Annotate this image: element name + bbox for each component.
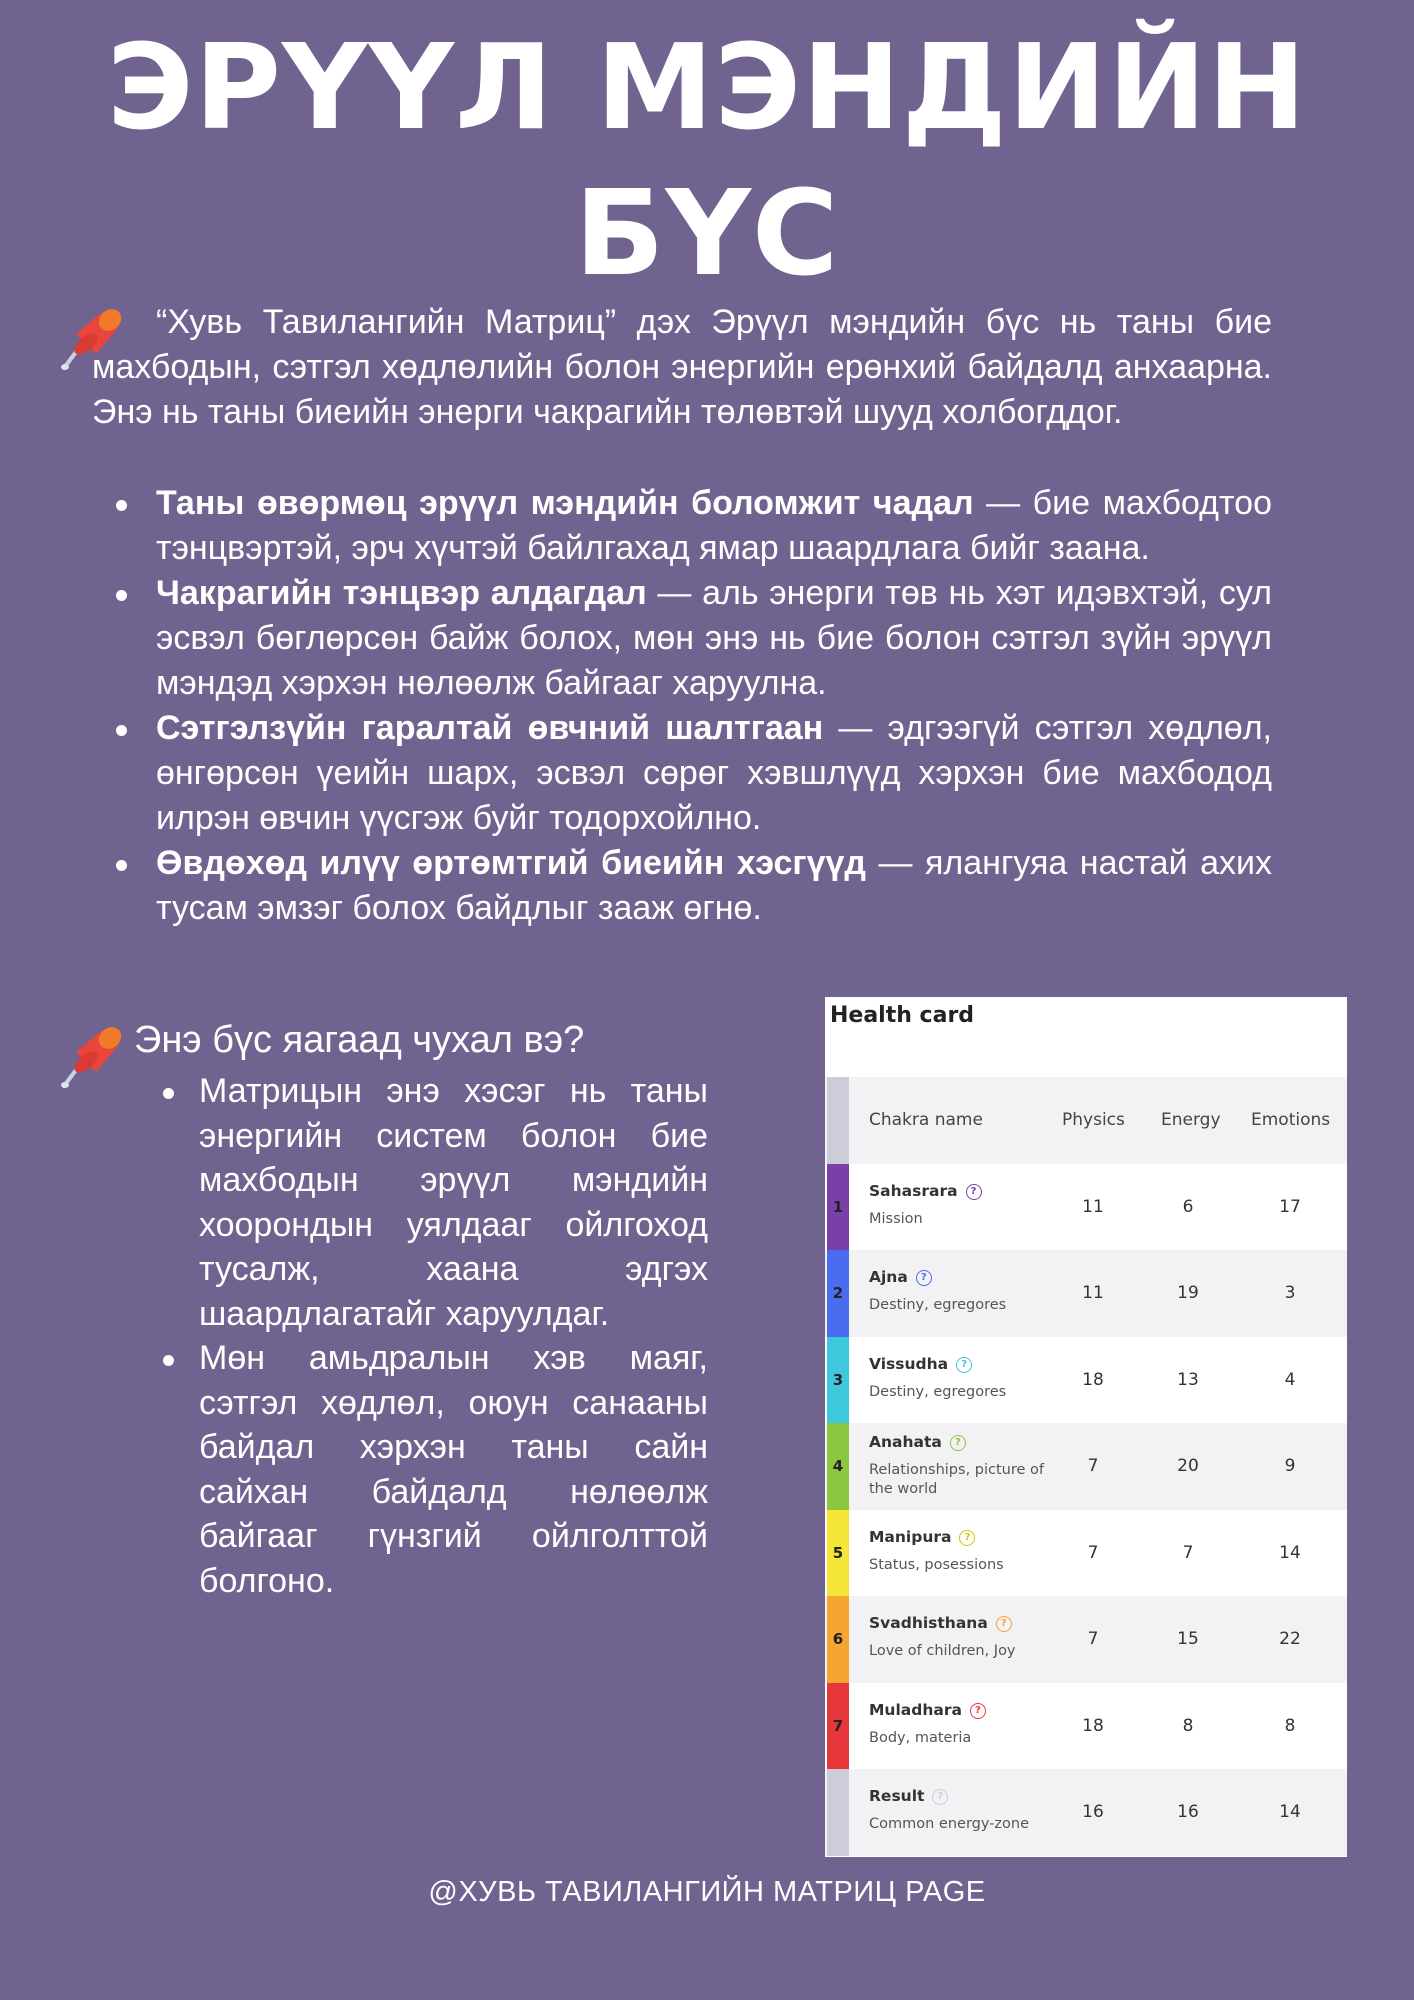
point-heading: Өвдөхөд илүү өртөмтгий биеийн хэсгүүд (156, 844, 866, 882)
emotions-value: 22 (1279, 1629, 1301, 1649)
chakra-name-text: Ajna (869, 1268, 908, 1286)
emotions-value: 9 (1284, 1456, 1296, 1476)
chakra-name (869, 1355, 972, 1373)
list-item (92, 571, 1272, 706)
chakra-color-strip (827, 1769, 849, 1856)
pushpin-icon (58, 1016, 130, 1092)
physics-value: 7 (1087, 1456, 1099, 1476)
help-icon[interactable]: ? (959, 1530, 975, 1546)
emotions-value: 4 (1284, 1369, 1296, 1390)
title-line-1: ЭРҮҮЛ МЭНДИЙН (106, 18, 1308, 156)
chakra-description: Body, materia (869, 1729, 972, 1746)
physics-value: 11 (1082, 1283, 1104, 1303)
chakra-description: Destiny, egregores (869, 1297, 1007, 1313)
chakra-name (869, 1433, 966, 1451)
chakra-description: Relationships, picture of the world (869, 1462, 1045, 1497)
table-row (825, 1250, 1347, 1337)
why-heading: Энэ бүс яагаад чухал вэ? (134, 1019, 585, 1061)
energy-value: 7 (1182, 1542, 1194, 1563)
chakra-name-text: Manipura (869, 1527, 952, 1546)
health-card-title: Health card (830, 1003, 975, 1028)
intro-paragraph: “Хувь Тавилангийн Матриц” дэх Эрүүл мэндийн бүс нь таны бие махбодын, сэтгэл хөдлөлийн болон энергийн ерөнхий байдалд анхаарна. Энэ нь таны биеийн энерги чакрагийн төлөвтэй шууд холбогддог. (92, 303, 1272, 431)
chakra-name-text: Anahata (869, 1433, 942, 1451)
chakra-number: 2 (832, 1284, 844, 1303)
page-title (0, 14, 1414, 306)
chakra-name-text: Svadhisthana (869, 1614, 988, 1632)
chakra-name (869, 1528, 975, 1546)
help-icon[interactable]: ? (966, 1184, 982, 1200)
chakra-name (869, 1614, 1012, 1632)
chakra-name-text: Result (869, 1787, 925, 1805)
table-row (825, 1683, 1347, 1770)
table-row (825, 1510, 1347, 1597)
chakra-description: Common energy-zone (869, 1816, 1030, 1832)
footer-credit: @ХУВЬ ТАВИЛАНГИЙН МАТРИЦ PAGE (428, 1876, 986, 1908)
energy-value: 6 (1182, 1196, 1194, 1217)
chakra-color-strip (827, 1596, 849, 1683)
point-text: — аль энерги төв нь хэт идэвхтэй, сул эсвэл бөглөрсөн байж болох, мөн энэ нь бие болон сэтгэл зүйн эрүүл мэндэд хэрхэн нөлөөлж байгааг харуулна. (156, 574, 1272, 702)
chakra-name-text: Sahasrara (869, 1181, 958, 1200)
health-card (825, 997, 1347, 1857)
chakra-color-strip (827, 1337, 849, 1424)
energy-value: 15 (1177, 1629, 1199, 1649)
chakra-description: Status, posessions (869, 1556, 1004, 1573)
chakra-number: 7 (832, 1716, 844, 1735)
chakra-number: 1 (832, 1197, 844, 1216)
energy-value: 13 (1177, 1369, 1199, 1390)
chakra-description: Destiny, egregores (869, 1383, 1007, 1400)
chakra-number: 4 (832, 1457, 844, 1476)
table-row (825, 1423, 1347, 1510)
health-zone-points (92, 481, 1272, 931)
color-strip (827, 1077, 849, 1164)
chakra-description: Love of children, Joy (869, 1643, 1016, 1659)
point-heading: Таны өвөрмөц эрүүл мэндийн боломжит чадал (156, 484, 974, 522)
table-row (825, 1769, 1347, 1856)
table-row (825, 1164, 1347, 1251)
list-item: Мөн амьдралын хэв маяг, сэтгэл хөдлөл, оюун санааны байдал хэрхэн таны сайн сайхан байдалд нөлөөлж байгааг гүнзгий ойлголттой болгоно. (135, 1336, 708, 1603)
table-header-row (825, 1077, 1347, 1164)
table-row (825, 1337, 1347, 1424)
emotions-value: 14 (1279, 1542, 1301, 1563)
chakra-color-strip (827, 1423, 849, 1510)
chakra-name (869, 1182, 982, 1200)
chakra-table (825, 1077, 1347, 1856)
physics-value: 11 (1082, 1196, 1104, 1217)
point-text: — бие махбодтоо тэнцвэртэй, эрч хүчтэй байлгахад ямар шаардлага бийг заана. (156, 484, 1272, 567)
physics-value: 16 (1082, 1802, 1104, 1822)
chakra-name (869, 1268, 932, 1286)
emotions-value: 8 (1284, 1715, 1296, 1736)
point-heading: Сэтгэлзүйн гаралтай өвчний шалтгаан (156, 709, 824, 747)
help-icon[interactable]: ? (932, 1789, 948, 1805)
chakra-name-text: Vissudha (869, 1354, 949, 1373)
help-icon[interactable]: ? (956, 1357, 972, 1373)
chakra-name-text: Muladhara (869, 1700, 962, 1719)
chakra-number: 5 (832, 1543, 844, 1562)
why-points (135, 1069, 708, 1603)
help-icon[interactable]: ? (950, 1435, 966, 1451)
chakra-color-strip (827, 1250, 849, 1337)
chakra-color-strip (827, 1510, 849, 1597)
emotions-value: 14 (1279, 1802, 1301, 1822)
list-item (92, 706, 1272, 841)
help-icon[interactable]: ? (996, 1616, 1012, 1632)
list-item (92, 481, 1272, 571)
chakra-number: 3 (832, 1370, 844, 1389)
chakra-color-strip (827, 1164, 849, 1251)
energy-value: 8 (1182, 1715, 1194, 1736)
point-text: — ялангуяа настай ахих тусам эмзэг болох байдлыг зааж өгнө. (156, 844, 1272, 927)
chakra-number: 6 (832, 1630, 844, 1649)
chakra-description: Mission (869, 1210, 923, 1227)
emotions-value: 3 (1284, 1283, 1296, 1303)
emotions-value: 17 (1279, 1196, 1301, 1217)
chakra-name (869, 1787, 948, 1805)
chakra-name (869, 1701, 986, 1719)
list-item: Матрицын энэ хэсэг нь таны энергийн систем болон бие махбодын эрүүл мэндийн хоорондын уялдааг ойлгоход тусалж, хаана эдгэх шаардлагатайг харуулдаг. (135, 1069, 708, 1336)
column-header-physics: Physics (1062, 1110, 1125, 1130)
physics-value: 18 (1082, 1369, 1104, 1390)
table-row (825, 1596, 1347, 1683)
list-item (92, 841, 1272, 931)
energy-value: 16 (1177, 1802, 1199, 1822)
physics-value: 7 (1087, 1629, 1099, 1649)
point-text: — эдгээгүй сэтгэл хөдлөл, өнгөрсөн үеийн шарх, эсвэл сөрөг хэвшлүүд хэрхэн бие махбодод илрэн өвчин үүсгэж буйг тодорхойлно. (156, 709, 1272, 837)
column-header-emotions: Emotions (1251, 1110, 1331, 1130)
energy-value: 19 (1177, 1283, 1199, 1303)
point-heading: Чакрагийн тэнцвэр алдагдал (156, 574, 647, 612)
help-icon[interactable]: ? (916, 1270, 932, 1286)
physics-value: 7 (1087, 1542, 1099, 1563)
column-header-energy: Energy (1161, 1110, 1221, 1130)
column-header-chakra-name: Chakra name (869, 1110, 983, 1130)
chakra-color-strip (827, 1683, 849, 1770)
energy-value: 20 (1177, 1456, 1199, 1476)
physics-value: 18 (1082, 1715, 1104, 1736)
title-line-2: БҮС (574, 164, 840, 302)
help-icon[interactable]: ? (970, 1703, 986, 1719)
